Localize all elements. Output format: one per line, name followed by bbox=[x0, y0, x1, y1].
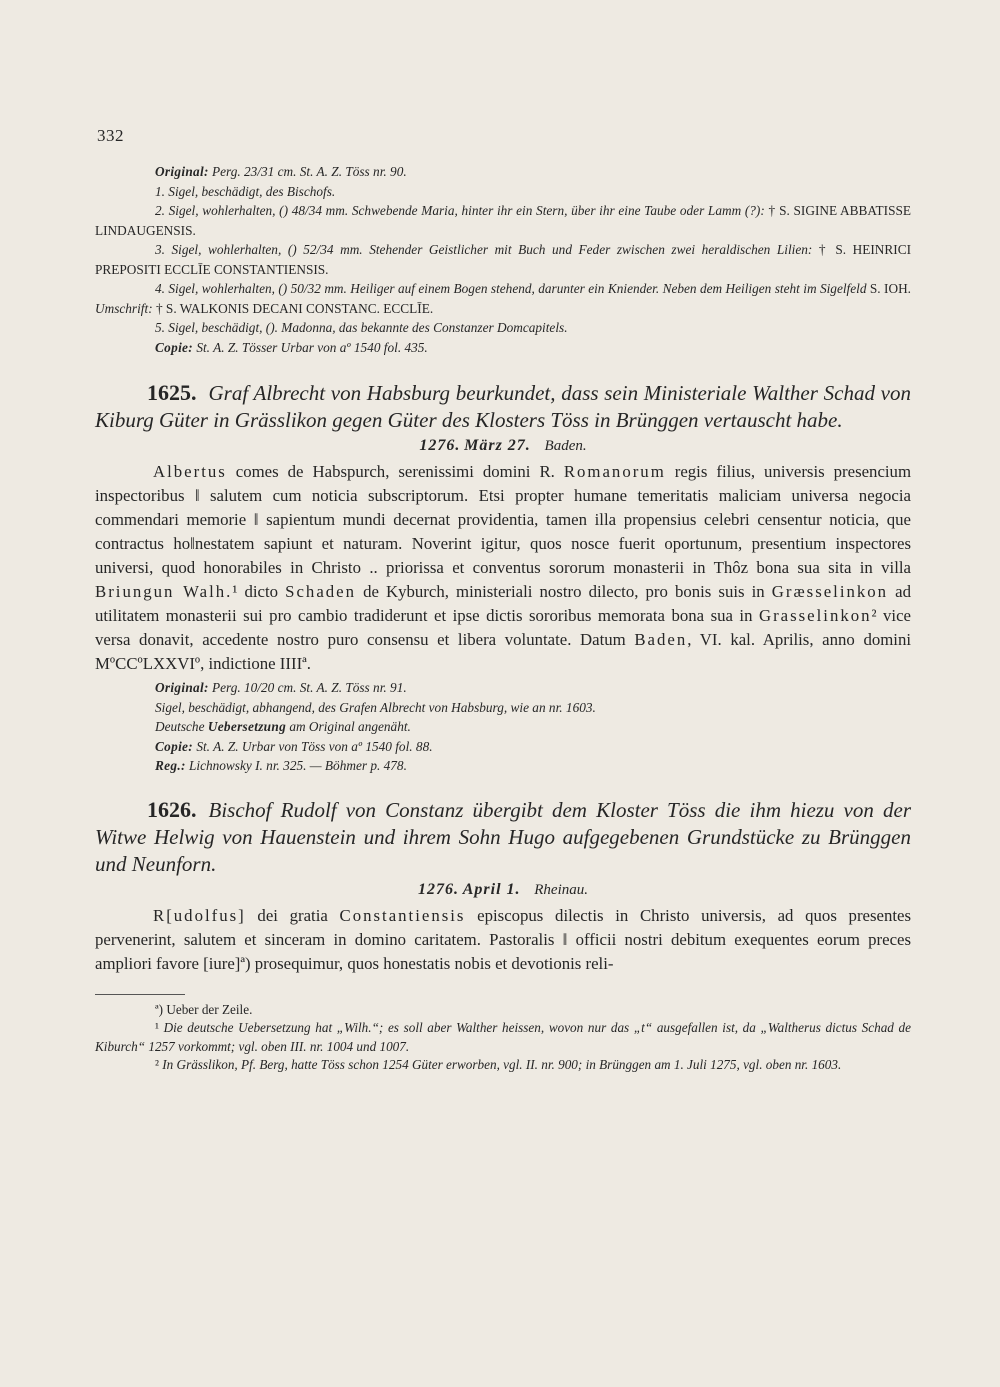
doc-1625-summary: Graf Albrecht von Habsburg beurkundet, dass sein Ministeriale Walther Schad von Kiburg Güter in Grässlikon gegen Güter des Klosters Töss in Brünggen vertauscht habe. bbox=[95, 381, 911, 432]
seal-3-description: 3. Sigel, wohlerhalten, () 52/34 mm. Stehender Geistlicher mit Buch und Feder zwischen zwei heraldischen Lilien: bbox=[155, 242, 819, 257]
seal-note-2 bbox=[95, 201, 911, 240]
seal-4-legend: † S. WALKONIS DECANI CONSTANC. ECCLĪE. bbox=[155, 300, 434, 316]
page-number: 332 bbox=[97, 126, 124, 145]
original-text: Perg. 10/20 cm. St. A. Z. Töss nr. 91. bbox=[208, 680, 407, 695]
place-graesselinkon: Græsselinkon bbox=[771, 582, 889, 601]
text-segment: dei gratia bbox=[245, 905, 340, 925]
footnote-a: ª) Ueber der Zeile. bbox=[155, 1001, 253, 1017]
copie-label: Copie: bbox=[155, 339, 193, 355]
footnote-1 bbox=[95, 1019, 911, 1056]
seal-2-description: 2. Sigel, wohlerhalten, () 48/34 mm. Schwebende Maria, hinter ihr ein Stern, über ihr eine Taube oder Lamm (?): bbox=[155, 203, 769, 218]
doc-1625-place: Baden. bbox=[544, 438, 587, 454]
doc-1625-date bbox=[95, 437, 911, 455]
doc-1626-place: Rheinau. bbox=[534, 881, 589, 898]
footnote-2 bbox=[95, 1056, 911, 1075]
doc-1626-year: 1276. bbox=[417, 880, 459, 898]
doc-1625-text bbox=[95, 460, 911, 676]
text-segment: ¹ dicto bbox=[232, 582, 286, 601]
footnote-text: In Grässlikon, Pf. Berg, hatte Töss schon 1254 Güter erworben, vgl. II. nr. 900; in Brünggen am 1. Juli 1275, vgl. oben nr. 1603. bbox=[162, 1057, 842, 1072]
copie-label: Copie: bbox=[155, 738, 193, 754]
text-segment: Deutsche bbox=[155, 719, 208, 734]
original-label: Original: bbox=[155, 164, 209, 179]
copie-text: St. A. Z. Tösser Urbar von aº 1540 fol. 435. bbox=[193, 339, 428, 355]
text-segment: , VI. kal. Aprilis, anno domini MºCCºLXXVIº, indictione IIIIª. bbox=[95, 630, 911, 673]
doc-1625-reg-note bbox=[95, 756, 911, 776]
original-text: Perg. 23/31 cm. St. A. Z. Töss nr. 90. bbox=[208, 164, 407, 179]
doc-1625-number: 1625. bbox=[147, 380, 197, 405]
text-segment: regis filius, universis presencium inspectoribus ‖ salutem cum noticia subscriptorum. Etsi propter humane temeritatis maliciam universa negocia commendari memorie ‖ sapientum mundi decernat providentia, tamen illa propensius celebri censentur noticia, que contractus ho‖nestatem sapiunt et naturam. Noverint igitur, quos nosce fuerit oportunum, presentium inspectores universi, quod honorabiles in Christo .. priorissa et conventus sororum monasterii in Thôz bona sua sita in villa bbox=[95, 462, 911, 577]
seal-3-legend: † S. HEINRICI PREPOSITI ECCLĪE CONSTANTIENSIS. bbox=[95, 242, 911, 277]
doc-1626-number: 1626. bbox=[147, 796, 197, 822]
doc-1626-text bbox=[95, 904, 911, 976]
text-segment: episcopus dilectis in Christo universis, ad quos presentes pervenerint, salutem et sinceram in domino caritatem. Pastoralis ‖ officii nostri debitum exequentes eorum preces ampliori favore [iure]ª) prosequimur, quos honestatis nobis et devotionis reli- bbox=[95, 905, 911, 973]
doc-1625-year: 1276. bbox=[419, 437, 461, 454]
seal-note-5: 5. Sigel, beschädigt, (). Madonna, das bekannte des Constanzer Domcapitels. bbox=[155, 320, 568, 335]
name-constantiensis: Constantiensis bbox=[339, 905, 466, 925]
reg-label: Reg.: bbox=[155, 758, 186, 773]
text-segment: comes de Habspurch, serenissimi domini R. bbox=[226, 462, 564, 481]
doc-1626-summary: Bischof Rudolf von Constanz übergibt dem Kloster Töss die ihm hiezu von der Witwe Helwig von Hauenstein und ihrem Sohn Hugo aufgegebenen Grundstücke zu Brünggen und Neunforn. bbox=[95, 797, 911, 876]
footnote-mark: ² bbox=[155, 1057, 163, 1072]
doc-1625-copie-note bbox=[95, 737, 911, 757]
footnote-mark: ¹ bbox=[155, 1020, 164, 1035]
place-grasselinkon: Grasselinkon bbox=[758, 606, 872, 625]
seal-note-3 bbox=[95, 240, 911, 279]
text-segment: de Kyburch, ministeriali nostro dilecto, pro bonis suis in bbox=[356, 582, 772, 601]
name-albertus: Albertus bbox=[153, 462, 227, 481]
doc-1625-original-note bbox=[95, 678, 911, 698]
copie-text: St. A. Z. Urbar von Töss von aº 1540 fol. 88. bbox=[193, 738, 433, 754]
doc-1625-seal-note: Sigel, beschädigt, abhangend, des Grafen Albrecht von Habsburg, wie an nr. 1603. bbox=[155, 699, 596, 715]
doc-1625-translation-note bbox=[95, 717, 911, 737]
place-briungun: Briungun Walh. bbox=[95, 582, 233, 601]
reg-text: Lichnowsky I. nr. 325. — Böhmer p. 478. bbox=[185, 758, 407, 773]
name-schaden: Schaden bbox=[285, 582, 356, 601]
uebersetzung-label: Uebersetzung bbox=[207, 719, 287, 734]
page-content bbox=[95, 162, 911, 1075]
original-note bbox=[95, 162, 911, 182]
doc-1626-day: April 1. bbox=[462, 880, 521, 898]
doc-1626-date bbox=[95, 881, 911, 899]
seal-4-field: S. IOH. bbox=[869, 281, 911, 296]
seal-4-umschrift: Umschrift: bbox=[95, 300, 156, 316]
text-segment: ² vice versa donavit, accedente nostro puro consensu et libera voluntate. Datum bbox=[95, 606, 911, 649]
text-segment: am Original angenäht. bbox=[286, 719, 411, 734]
doc-1626-heading bbox=[95, 796, 911, 878]
copie-note bbox=[95, 338, 911, 358]
name-romanorum: Romanorum bbox=[563, 462, 666, 481]
seal-4-description: 4. Sigel, wohlerhalten, () 50/32 mm. Heiliger auf einem Bogen stehend, darunter ein Kniender. Neben dem Heiligen steht im Sigelfeld bbox=[155, 281, 870, 296]
seal-note-4 bbox=[95, 279, 911, 318]
footnote-text: Die deutsche Uebersetzung hat „Wilh.“; es soll aber Walther heissen, wovon nur das „t“ ausgefallen ist, da „Waltherus dictus Schad de Kiburch“ 1257 vorkommt; vgl. oben III. nr. 1004 und 1007. bbox=[95, 1020, 911, 1054]
place-baden: Baden bbox=[634, 630, 688, 649]
doc-1625-heading bbox=[95, 379, 911, 434]
text-segment: ad utilitatem monasterii sui pro cambio tradiderunt et ipse dictis sororibus memorata bona sua in bbox=[95, 582, 911, 625]
footnote-divider bbox=[95, 994, 185, 995]
name-rudolfus: R[udolfus] bbox=[153, 905, 246, 925]
original-label: Original: bbox=[155, 680, 209, 695]
seal-2-legend: † S. SIGINE ABBATISSE LINDAUGENSIS. bbox=[95, 203, 911, 238]
seal-note-1: 1. Sigel, beschädigt, des Bischofs. bbox=[155, 183, 336, 199]
doc-1625-day: März 27. bbox=[464, 437, 531, 454]
